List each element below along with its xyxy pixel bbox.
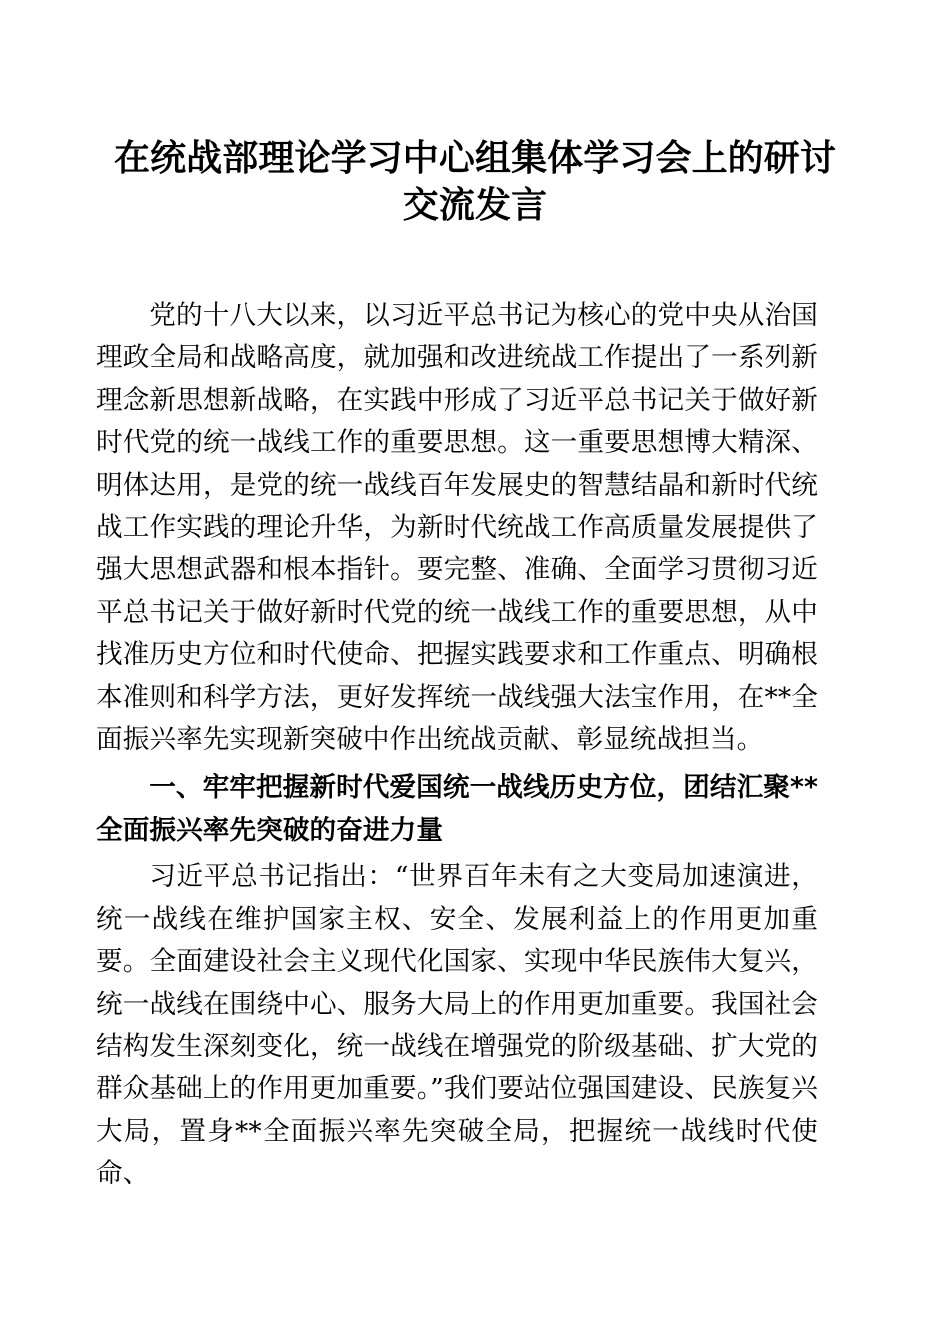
paragraph-section-1: 习近平总书记指出：“世界百年未有之大变局加速演进，统一战线在维护国家主权、安全、发展利益上的作用更加重要。全面建设社会主义现代化国家、实现中华民族伟大复兴，统一战线在围绕中心、服务大局上的作用更加重要。我国社会结构发生深刻变化，统一战线在增强党的阶级基础、扩大党的群众基础上的作用更加重要。”我们要站位强国建设、民族复兴大局，置身**全面振兴率先突破全局，把握统一战线时代使命、 (96, 861, 818, 1190)
section-heading-1: 一、牢牢把握新时代爱国统一战线历史方位，团结汇聚**全面振兴率先突破的奋进力量 (96, 772, 818, 846)
doc-body (96, 295, 818, 1196)
doc-title: 在统战部理论学习中心组集体学习会上的研讨交流发言 (113, 137, 836, 226)
paragraph-intro: 党的十八大以来，以习近平总书记为核心的党中央从治国理政全局和战略高度，就加强和改进统战工作提出了一系列新理念新思想新战略，在实践中形成了习近平总书记关于做好新时代党的统一战线工作的重要思想。这一重要思想博大精深、明体达用，是党的统一战线百年发展史的智慧结晶和新时代统战工作实践的理论升华，为新时代统战工作高质量发展提供了强大思想武器和根本指针。要完整、准确、全面学习贯彻习近平总书记关于做好新时代党的统一战线工作的重要思想，从中找准历史方位和时代使命、把握实践要求和工作重点、明确根本准则和科学方法，更好发挥统一战线强大法宝作用，在**全面振兴率先实现新突破中作出统战贡献、彰显统战担当。 (96, 300, 818, 756)
